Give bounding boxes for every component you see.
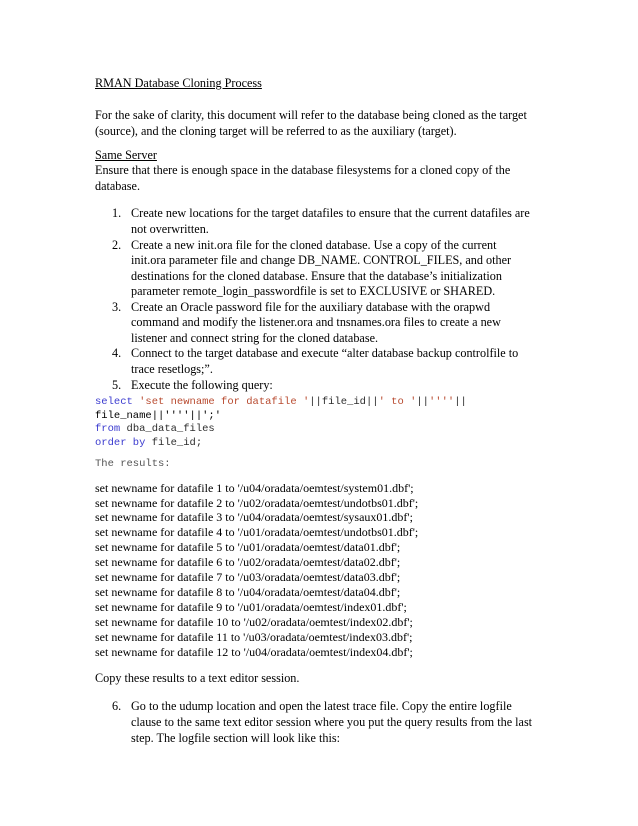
sql-string: '''' [428, 396, 455, 408]
step-line: listener and connect string for the cloned database. [131, 331, 379, 345]
sql-operator: ||file_id|| [309, 396, 379, 408]
step-number: 3. [112, 300, 122, 314]
step-line: step. The logfile section will look like this: [131, 731, 340, 745]
result-line: set newname for datafile 4 to '/u01/oradata/oemtest/undotbs01.dbf'; [95, 525, 419, 539]
step-line: not overwritten. [131, 222, 209, 236]
sql-query-line-3 [95, 423, 215, 437]
section-text-line-2: database. [95, 179, 141, 193]
result-line: set newname for datafile 9 to '/u01/oradata/oemtest/index01.dbf'; [95, 600, 407, 614]
result-line: set newname for datafile 1 to '/u04/oradata/oemtest/system01.dbf'; [95, 481, 414, 495]
intro-line-2: (source), and the cloning target will be referred to as the auxiliary (target). [95, 124, 457, 138]
step-line: Connect to the target database and execute “alter database backup controlfile to [131, 346, 519, 360]
sql-operator: || [416, 396, 429, 408]
document-title: RMAN Database Cloning Process [95, 76, 262, 90]
result-line: set newname for datafile 11 to '/u03/oradata/oemtest/index03.dbf'; [95, 630, 413, 644]
sql-query-line-1 [95, 396, 467, 410]
step-line: command and modify the listener.ora and tnsnames.ora files to create a new [131, 315, 501, 329]
result-line: set newname for datafile 2 to '/u02/oradata/oemtest/undotbs01.dbf'; [95, 496, 419, 510]
result-line: set newname for datafile 12 to '/u04/oradata/oemtest/index04.dbf'; [95, 645, 413, 659]
sql-query-line-4 [95, 437, 202, 451]
result-line: set newname for datafile 3 to '/u04/oradata/oemtest/sysaux01.dbf'; [95, 510, 413, 524]
result-line: set newname for datafile 6 to '/u02/oradata/oemtest/data02.dbf'; [95, 555, 401, 569]
section-text-line-1: Ensure that there is enough space in the database filesystems for a cloned copy of the [95, 163, 511, 177]
step-line: destinations for the cloned database. Ensure that the database’s initialization [131, 269, 502, 283]
result-line: set newname for datafile 10 to '/u02/oradata/oemtest/index02.dbf'; [95, 615, 413, 629]
sql-text: file_id; [145, 437, 203, 449]
step-line: parameter remote_login_passwordfile is set to EXCLUSIVE or SHARED. [131, 284, 496, 298]
step-line: Create a new init.ora file for the cloned database. Use a copy of the current [131, 238, 497, 252]
sql-keyword: select [95, 396, 133, 408]
sql-keyword: from [95, 423, 121, 435]
result-line: set newname for datafile 7 to '/u03/oradata/oemtest/data03.dbf'; [95, 570, 401, 584]
sql-operator: || [454, 396, 467, 408]
step-line: Go to the udump location and open the latest trace file. Copy the entire logfile [131, 699, 512, 713]
step-line: Create new locations for the target datafiles to ensure that the current datafiles are [131, 206, 530, 220]
result-line: set newname for datafile 5 to '/u01/oradata/oemtest/data01.dbf'; [95, 540, 401, 554]
sql-string: ' to ' [378, 396, 417, 408]
step-line: trace resetlogs;”. [131, 362, 213, 376]
sql-text: dba_data_files [120, 423, 215, 435]
copy-instruction: Copy these results to a text editor session. [95, 671, 300, 685]
step-number: 4. [112, 346, 122, 360]
intro-line-1: For the sake of clarity, this document will refer to the database being cloned as the target [95, 108, 527, 122]
step-number: 2. [112, 238, 122, 252]
results-label: The results: [95, 458, 171, 470]
step-number: 1. [112, 206, 122, 220]
result-line: set newname for datafile 8 to '/u04/oradata/oemtest/data04.dbf'; [95, 585, 401, 599]
step-line: Execute the following query: [131, 378, 273, 392]
sql-keyword: order by [95, 437, 146, 449]
sql-query-line-2: file_name||''''||';' [95, 410, 222, 422]
step-line: init.ora parameter file and change DB_NAME. CONTROL_FILES, and other [131, 253, 512, 267]
step-line: clause to the same text editor session where you put the query results from the last [131, 715, 533, 729]
sql-string: 'set newname for datafile ' [132, 396, 310, 408]
section-heading: Same Server [95, 148, 157, 162]
step-number: 5. [112, 378, 122, 392]
step-number: 6. [112, 699, 122, 713]
step-line: Create an Oracle password file for the auxiliary database with the orapwd [131, 300, 491, 314]
